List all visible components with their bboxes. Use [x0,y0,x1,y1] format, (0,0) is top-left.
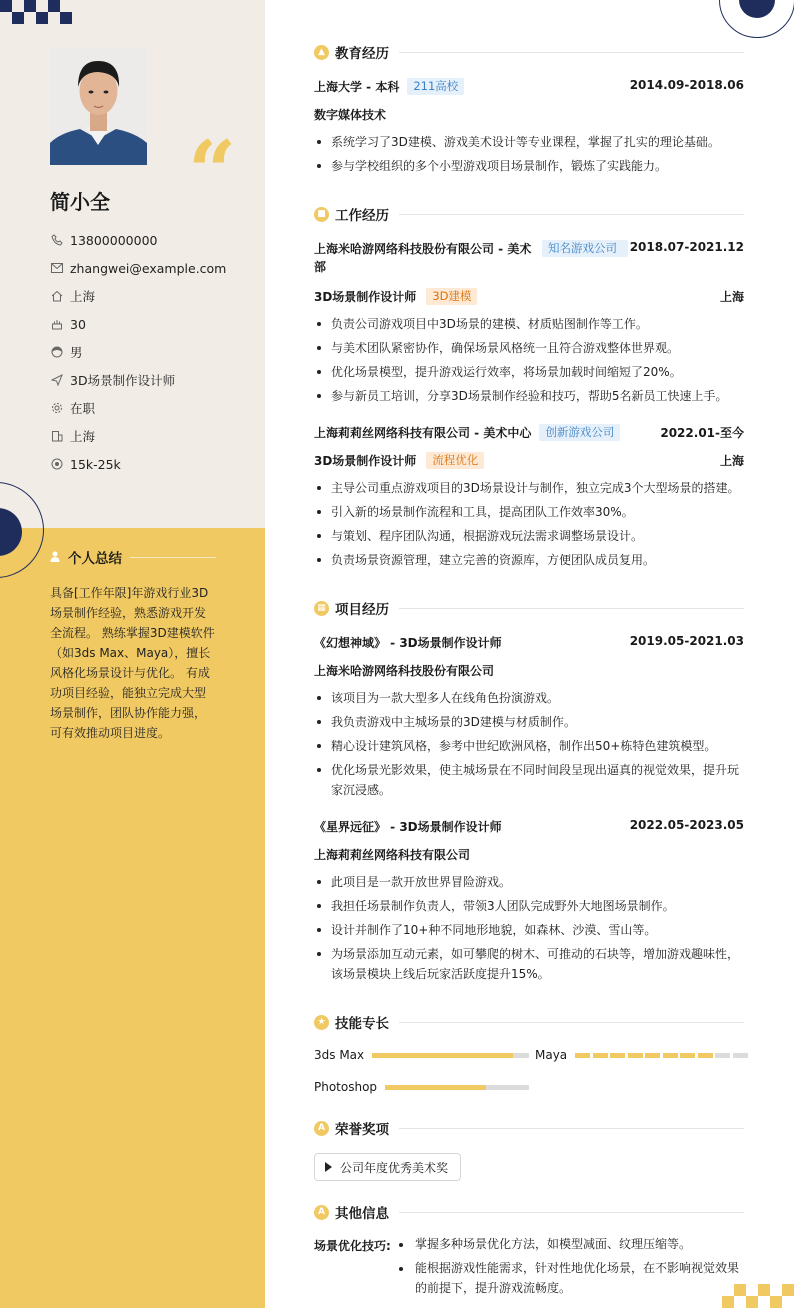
awards-title: 荣誉奖项 [335,1122,389,1138]
skill-maya [535,1048,750,1062]
job-bullets-1 [314,312,744,408]
mail-icon [50,261,64,275]
skills-divider [399,1022,744,1023]
education-bullets [314,130,744,178]
list-item: 此项目是一款开放世界冒险游戏。 [314,870,744,894]
quote-mark-decoration: “ [188,122,237,221]
summary-text: 具备[工作年限]年游戏行业3D场景制作经验，熟悉游戏开发全流程。 熟练掌握3D建模软件（如3ds Max、Maya），擅长风格化场景设计与优化。 有成功项目经验，能独立完成大型场景制作，团队协作能力强，可有效推动项目进度。 [50,586,215,740]
play-triangle-icon [325,1162,332,1172]
gender-icon [50,345,64,359]
education-row [314,78,744,95]
project-bullets-2 [314,870,744,986]
info-status [50,394,226,422]
job-company: 上海米哈游网络科技股份有限公司 - 美术部 [314,242,532,274]
project-company: 上海米哈游网络科技股份有限公司 [314,664,495,678]
award-item[interactable] [314,1153,461,1181]
award-label: 公司年度优秀美术奖 [340,1160,449,1175]
job-role-tag: 3D建模 [426,288,477,305]
age-value: 30 [70,316,86,332]
skill-bar [372,1053,529,1058]
info-city [50,422,226,450]
grid-icon: ▦ [314,601,329,616]
job-role-tag: 流程优化 [426,452,484,469]
list-item: 为场景添加互动元素，如可攀爬的树木、可推动的石块等，增加游戏趣味性，该场景模块上线后玩家活跃度提升15%。 [314,942,744,986]
job-role: 3D场景制作设计师 [314,454,417,468]
project-row-1 [314,634,744,651]
skills-title: 技能专长 [335,1016,389,1032]
info-age [50,310,226,338]
list-item: 系统学习了3D建模、游戏美术设计等专业课程，掌握了扎实的理论基础。 [314,130,744,154]
building-icon [50,429,64,443]
education-major: 数字媒体技术 [314,108,387,122]
education-heading [314,42,744,62]
phone-icon [50,233,64,247]
skill-segments [575,1053,750,1058]
list-item: 引入新的场景制作流程和工具，提高团队工作效率30%。 [314,500,744,524]
status-value: 在职 [70,401,96,416]
send-icon [50,373,64,387]
skill-name: Maya [535,1048,568,1062]
location-value: 上海 [70,289,96,304]
avatar [50,47,147,165]
job-role-row-1 [314,288,744,305]
info-salary [50,450,226,478]
profile-name: 简小全 [50,190,110,214]
coin-icon [50,457,64,471]
list-item: 能根据游戏性能需求，针对性地优化场景，在不影响视觉效果的前提下，提升游戏流畅度。 [398,1258,744,1298]
list-item: 与策划、程序团队沟通，根据游戏玩法需求调整场景设计。 [314,524,744,548]
list-item: 我负责游戏中主城场景的3D建模与材质制作。 [314,710,744,734]
email-value: zhangwei@example.com [70,260,227,276]
skill-segment [628,1053,643,1058]
job-role-row-2 [314,452,744,469]
other-title: 其他信息 [335,1206,389,1222]
skill-segment [733,1053,748,1058]
graduation-cap-icon: ▲ [314,45,329,60]
project-company: 上海莉莉丝网络科技有限公司 [314,848,471,862]
projects-divider [399,608,744,609]
other-label: 场景优化技巧: [314,1239,391,1253]
list-item: 设计并制作了10+种不同地形地貌，如森林、沙漠、雪山等。 [314,918,744,942]
summary-heading [50,547,216,567]
project-row-2 [314,818,744,835]
list-item: 参与学校组织的多个小型游戏项目场景制作，锻炼了实践能力。 [314,154,744,178]
gear-icon [50,401,64,415]
info-gender [50,338,226,366]
job-date: 2022.01-至今 [660,426,744,440]
work-heading [314,204,744,224]
list-item: 我担任场景制作负责人，带领3人团队完成野外大地图场景制作。 [314,894,744,918]
job-date: 2018.07-2021.12 [629,240,744,254]
summary-title: 个人总结 [68,551,122,567]
skill-bar-fill [372,1053,513,1058]
school-tag: 211高校 [407,78,464,95]
job-row-1 [314,240,744,276]
skills-heading [314,1012,744,1032]
skill-photoshop [314,1080,529,1094]
skill-3dsmax [314,1048,529,1062]
skill-segment [610,1053,625,1058]
list-item: 该项目为一款大型多人在线角色扮演游戏。 [314,686,744,710]
skill-name: 3ds Max [314,1048,365,1062]
job-city: 上海 [719,454,744,468]
list-item: 主导公司重点游戏项目的3D场景设计与制作，独立完成3个大型场景的搭建。 [314,476,744,500]
summary-divider [130,557,216,558]
awards-divider [399,1128,744,1129]
project-date: 2019.05-2021.03 [629,634,744,648]
city-value: 上海 [70,429,96,444]
job-company: 上海莉莉丝网络科技有限公司 - 美术中心 [314,426,532,440]
job-company-tag: 知名游戏公司 [542,240,628,257]
job-city: 上海 [719,290,744,304]
project-name: 《星界远征》 - 3D场景制作设计师 [314,820,502,834]
project-date: 2022.05-2023.05 [629,818,744,832]
skill-bar-fill [385,1085,486,1090]
phone-value: 13800000000 [70,232,158,248]
home-icon [50,289,64,303]
list-item: 精心设计建筑风格，参考中世纪欧洲风格，制作出50+栋特色建筑模型。 [314,734,744,758]
skill-name: Photoshop [314,1080,378,1094]
list-item: 优化场景模型，提升游戏运行效率，将场景加载时间缩短了20%。 [314,360,744,384]
briefcase-icon: ■ [314,207,329,222]
project-bullets-1 [314,686,744,802]
list-item: 掌握多种场景优化方法，如模型减面、纹理压缩等。 [398,1234,744,1254]
skill-segment [645,1053,660,1058]
job-bullets-2 [314,476,744,572]
other-bullets [398,1234,744,1302]
skill-segment [663,1053,678,1058]
skill-bar [385,1085,529,1090]
info-position [50,366,226,394]
skill-segment [680,1053,695,1058]
user-icon [50,551,62,563]
cake-icon [50,317,64,331]
projects-heading [314,598,744,618]
checker-decoration-bottom-right [722,1284,794,1308]
other-divider [399,1212,744,1213]
work-title: 工作经历 [335,208,389,224]
skill-segment [593,1053,608,1058]
position-value: 3D场景制作设计师 [70,373,176,388]
skill-segment [575,1053,590,1058]
thumbs-up-icon: ★ [314,1015,329,1030]
trophy-icon: A [314,1121,329,1136]
project-name: 《幻想神域》 - 3D场景制作设计师 [314,636,502,650]
info-location [50,282,226,310]
info-icon: A [314,1205,329,1220]
list-item: 与美术团队紧密协作，确保场景风格统一且符合游戏整体世界观。 [314,336,744,360]
other-heading [314,1202,744,1222]
education-divider [399,52,744,53]
checker-decoration [0,0,80,24]
info-email [50,254,226,282]
list-item: 负责公司游戏项目中3D场景的建模、材质贴图制作等工作。 [314,312,744,336]
contact-info-list [50,226,226,478]
list-item: 优化场景光影效果，使主城场景在不同时间段呈现出逼真的视觉效果，提升玩家沉浸感。 [314,758,744,802]
education-date: 2014.09-2018.06 [629,78,744,92]
skill-segment [715,1053,730,1058]
job-role: 3D场景制作设计师 [314,290,417,304]
school-name: 上海大学 - 本科 [314,80,400,94]
job-company-tag: 创新游戏公司 [539,424,620,441]
projects-title: 项目经历 [335,602,389,618]
awards-heading [314,1118,744,1138]
list-item: 参与新员工培训，分享3D场景制作经验和技巧，帮助5名新员工快速上手。 [314,384,744,408]
work-divider [399,214,744,215]
education-title: 教育经历 [335,46,389,62]
info-phone [50,226,226,254]
sidebar [0,0,265,1308]
salary-value: 15k-25k [70,456,121,472]
skill-segment [698,1053,713,1058]
job-row-2 [314,424,744,441]
list-item: 负责场景资源管理，建立完善的资源库，方便团队成员复用。 [314,548,744,572]
gender-value: 男 [70,345,83,360]
